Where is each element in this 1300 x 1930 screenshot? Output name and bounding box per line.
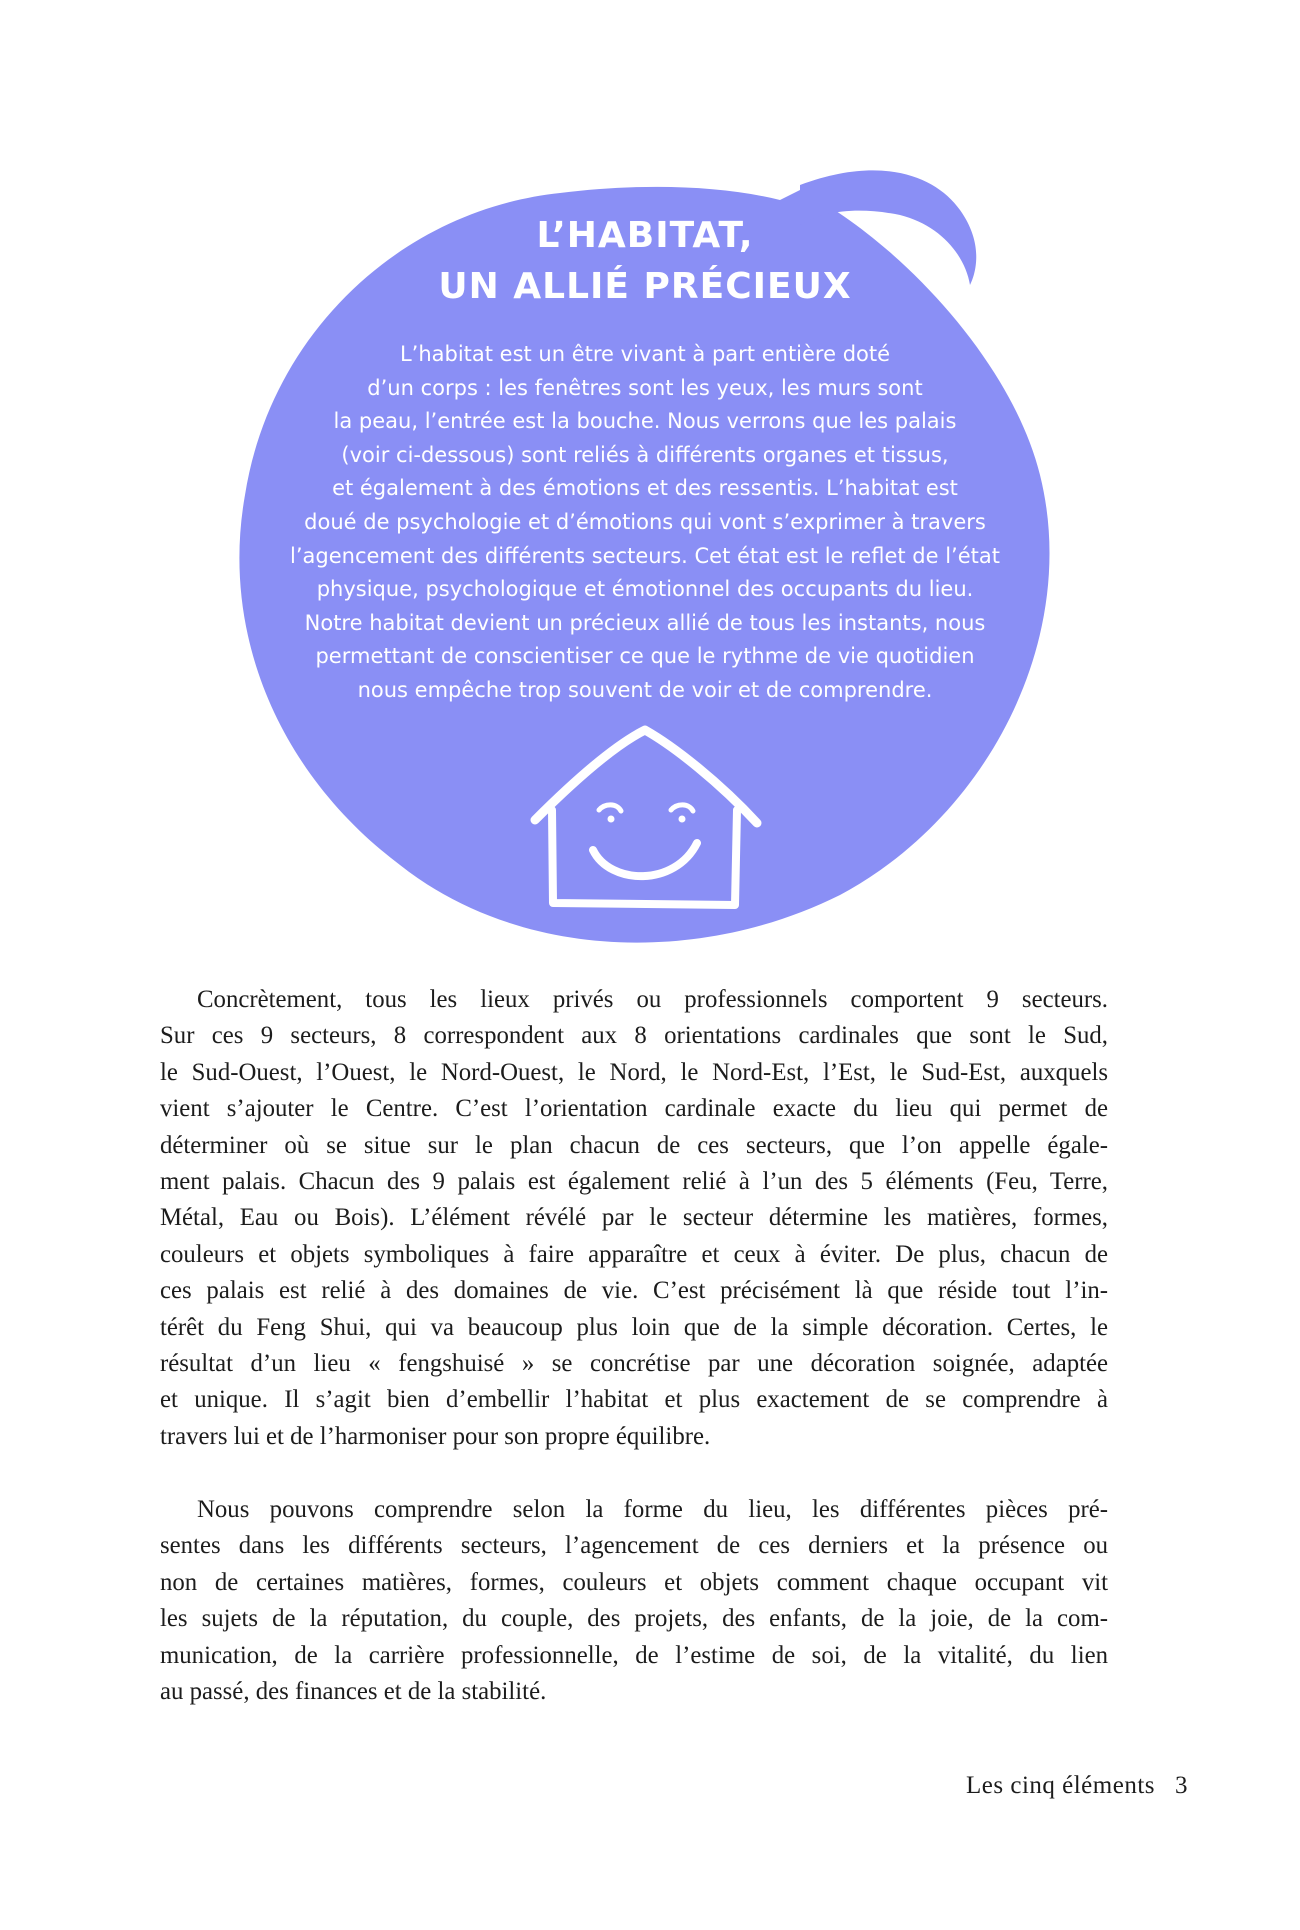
text-line: Nous pouvons comprendre selon la forme du lieu, les différentes pièces pré- [197,1496,1108,1523]
sidebar-body-line: physique, psychologique et émotionnel des occupants du lieu. [316,577,974,602]
text-line: au passé, des finances et de la stabilité. [160,1678,547,1706]
smiling-house-icon [525,725,765,915]
text-line: travers lui et de l’harmoniser pour son propre équilibre. [160,1422,711,1450]
page-footer [966,1772,1188,1800]
sidebar-body-line: permettant de conscientiser ce que le rythme de vie quotidien [315,644,975,669]
sidebar-body [240,338,1050,708]
text-line: Concrètement, tous les lieux privés ou professionnels comportent 9 secteurs. [197,986,1108,1013]
sidebar-body-line: nous empêche trop souvent de voir et de comprendre. [357,677,933,702]
sidebar-body-line: doué de psychologie et d’émotions qui vont s’exprimer à travers [304,509,986,534]
sidebar-body-line: Notre habitat devient un précieux allié de tous les instants, nous [304,610,986,635]
sidebar-body-line: la peau, l’entrée est la bouche. Nous verrons que les palais [333,409,957,434]
text-line: déterminer où se situe sur le plan chacun de ces secteurs, que l’on appelle égale- [160,1131,1108,1159]
text-line: munication, de la carrière professionnelle, de l’estime de soi, de la vitalité, du lien [160,1641,1108,1669]
sidebar-body-line: et également à des émotions et des ressentis. L’habitat est [332,476,958,501]
text-line: Sur ces 9 secteurs, 8 correspondent aux 8 orientations cardinales que sont le Sud, [160,1022,1108,1050]
sidebar-body-line: d’un corps : les fenêtres sont les yeux, les murs sont [367,375,923,400]
text-line: non de certaines matières, formes, couleurs et objets comment chaque occupant vit [160,1568,1108,1596]
sidebar-body-line: (voir ci-dessous) sont reliés à différents organes et tissus, [341,442,949,467]
text-line: térêt du Feng Shui, qui va beaucoup plus loin que de la simple décoration. Certes, le [160,1313,1108,1341]
sidebar-body-line: L’habitat est un être vivant à part entière doté [399,342,891,366]
text-line: ces palais est relié à des domaines de vie. C’est précisément là que réside tout l’in- [160,1277,1108,1305]
page-number: 3 [1175,1772,1188,1799]
text-line: et unique. Il s’agit bien d’embellir l’habitat et plus exactement de se comprendre à [160,1386,1108,1414]
text-line: résultat d’un lieu « fengshuisé » se concrétise par une décoration soignée, adaptée [160,1350,1108,1378]
running-title: Les cinq éléments [966,1772,1155,1799]
text-line: les sujets de la réputation, du couple, des projets, des enfants, de la joie, de la com- [160,1605,1108,1633]
sidebar-title-line: L’HABITAT, [536,215,754,256]
paragraph [160,1492,1108,1710]
text-line: le Sud-Ouest, l’Ouest, le Nord-Ouest, le Nord, le Nord-Est, l’Est, le Sud-Est, auxquels [160,1058,1108,1086]
sidebar-title-line: UN ALLIÉ PRÉCIEUX [438,266,852,307]
text-line: vient s’ajouter le Centre. C’est l’orientation cardinale exacte du lieu qui permet de [160,1095,1108,1123]
paragraph [160,982,1108,1455]
text-line: ment palais. Chacun des 9 palais est également relié à l’un des 5 éléments (Feu, Terre, [160,1168,1108,1196]
text-line: sentes dans les différents secteurs, l’agencement de ces derniers et la présence ou [160,1532,1108,1560]
text-line: couleurs et objets symboliques à faire apparaître et ceux à éviter. De plus, chacun de [160,1240,1108,1268]
sidebar-title [320,210,970,312]
text-line: Métal, Eau ou Bois). L’élément révélé par le secteur détermine les matières, formes, [160,1204,1108,1232]
sidebar-body-line: l’agencement des différents secteurs. Cet état est le reflet de l’état [290,543,1000,568]
